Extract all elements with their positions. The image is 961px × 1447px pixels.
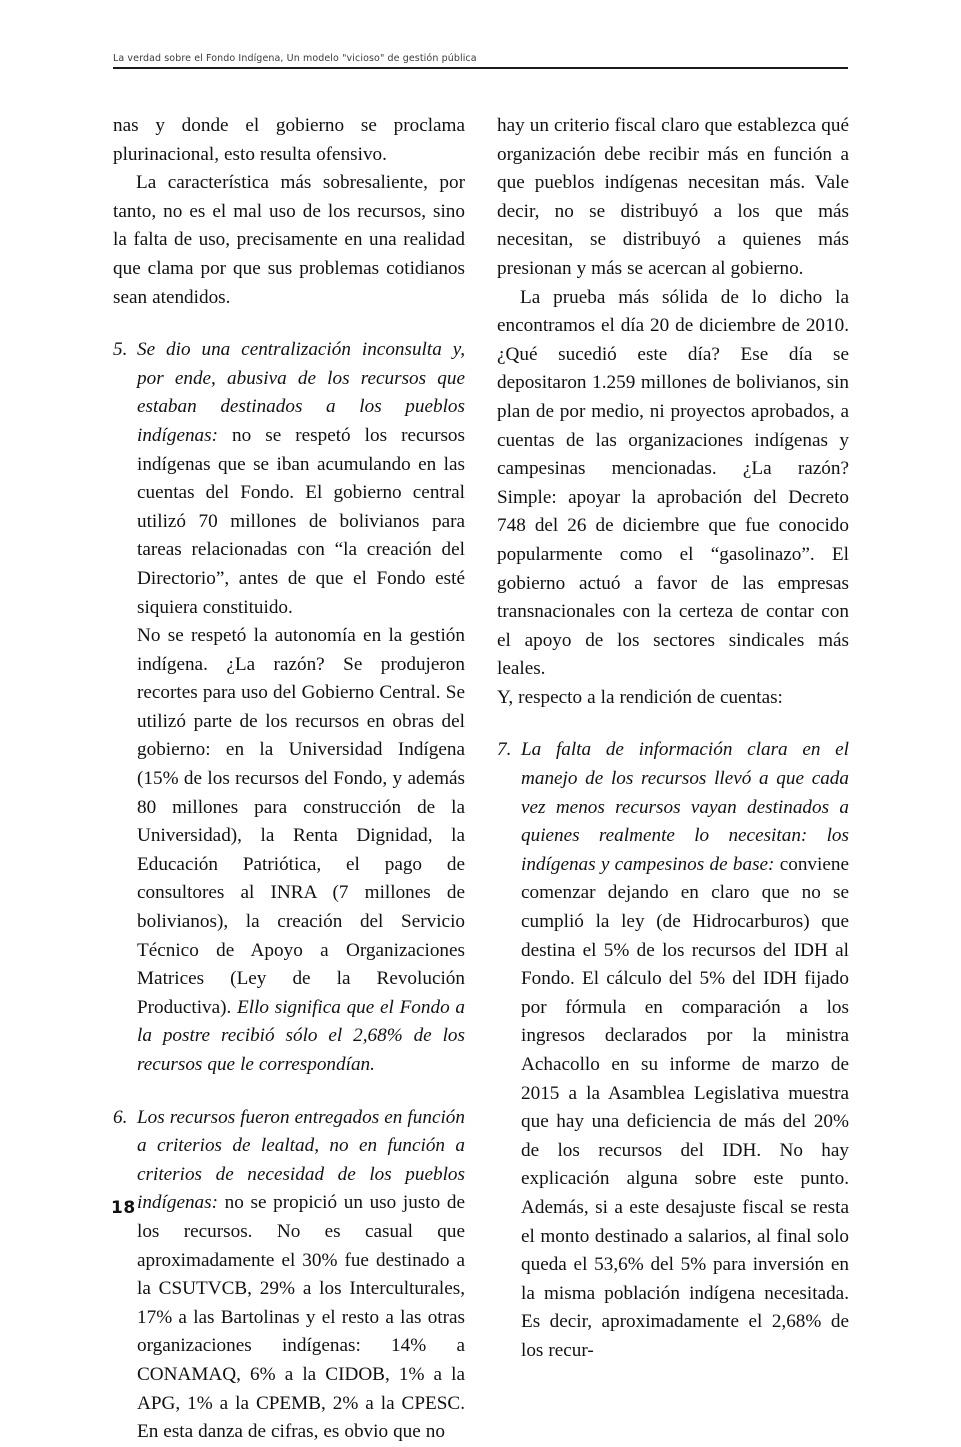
list-item-body: no se respetó los recursos indígenas que se iban acumulando en las cuentas del Fondo. El gobierno central utilizó 70 millones de bolivianos para tareas relacionadas con “la creación del Directorio”, antes de que el Fondo esté siquiera constituido. <box>137 424 465 618</box>
list-item-lead: La falta de información clara en el manejo de los recursos llevó a que cada vez menos recursos vayan destinados a quienes realmente lo necesitan: los indígenas y campesinos de base: <box>521 739 849 875</box>
list-item-number: 6. <box>113 1106 128 1128</box>
list-item-number: 7. <box>497 739 512 761</box>
list-item-lead: Se dio una centralización inconsulta y, por ende, abusiva de los recursos que estaban destinados a los pueblos indígenas: <box>137 339 465 446</box>
header-rule <box>113 67 848 69</box>
list-item-text <box>137 336 465 622</box>
column-right <box>497 112 849 1366</box>
list-item-body: conviene comenzar dejando en claro que no se cumplió la ley (de Hidrocarburos) que destina el 5% de los recursos del IDH al Fondo. El cálculo del 5% del IDH fijado por fórmula en comparación a los ingresos declarados por la ministra Achacollo en su informe de marzo de 2015 a la Asamblea Legislativa muestra que hay una deficiencia de más del 20% de los recursos del IDH. No hay explicación alguna sobre este punto. Además, si a este desajuste fiscal se resta el monto destinado a salarios, al final solo queda el 53,6% del 5% para inversión en la misma población indígena necesitada. Es decir, aproximadamente el 2,68% de los recur- <box>521 853 849 1361</box>
list-item-subparagraph-body: No se respetó la autonomía en la gestión indígena. ¿La razón? Se produjeron recortes para uso del Gobierno Central. Se utilizó parte de los recursos en obras del gobierno: en la Universidad Indígena (15% de los recursos del Fondo, y además 80 millones para construcción de la Universidad), la Renta Dignidad, la Educación Patriótica, el pago de consultores al INRA (7 millones de bolivianos), la creación del Servicio Técnico de Apoyo a Organizaciones Matrices (Ley de la Revolución Productiva). <box>137 625 465 1018</box>
list-item-7 <box>497 736 849 1365</box>
list-item-5 <box>113 336 465 1079</box>
paragraph: La prueba más sólida de lo dicho la encontramos el día 20 de diciembre de 2010. ¿Qué sucedió este día? Ese día se depositaron 1.259 millones de bolivianos, sin plan de por medio, ni proyectos aprobados, a cuentas de las organizaciones indígenas y campesinas mencionadas. ¿La razón? Simple: apoyar la aprobación del Decreto 748 del 26 de diciembre que fue conocido popularmente como el “gasolinazo”. El gobierno actuó a favor de las empresas transnacionales con la certeza de contar con el apoyo de los sectores sindicales más leales. <box>497 286 849 680</box>
paragraph-continuation: nas y donde el gobierno se proclama plurinacional, esto resulta ofensivo. <box>113 115 465 165</box>
paragraph-continuation: hay un criterio fiscal claro que establezca qué organización debe recibir más en función a que pueblos indígenas necesitan más. Vale decir, no se distribuyó a los que más necesitan, se distribuyó a quienes más presionan y más se acercan al gobierno. <box>497 115 849 279</box>
running-header-title: La verdad sobre el Fondo Indígena, Un modelo "vicioso" de gestión pública <box>113 53 477 64</box>
page-number: 18 <box>111 1198 136 1218</box>
list-item-text <box>137 1104 465 1447</box>
list-item-body: no se propició un uso justo de los recursos. No es casual que aproximadamente el 30% fue destinado a la CSUTVCB, 29% a los Interculturales, 17% a las Bartolinas y el resto a las otras organizaciones indígenas: 14% a CONAMAQ, 6% a la CIDOB, 1% a la APG, 1% a la CPEMB, 2% a la CPESC. En esta danza de cifras, es obvio que no <box>137 1192 465 1443</box>
transition-paragraph: Y, respecto a la rendición de cuentas: <box>497 686 783 708</box>
list-item-lead: Los recursos fueron entregados en función a criterios de lealtad, no en función a criterios de necesidad de los pueblos indígenas: <box>137 1106 465 1214</box>
list-item-subparagraph <box>137 622 465 1080</box>
list-item-emphasis-tail: Ello significa que el Fondo a la postre recibió sólo el 2,68% de los recursos que le correspondían. <box>137 996 465 1075</box>
list-item-6 <box>113 1104 465 1447</box>
paragraph: La característica más sobresaliente, por tanto, no es el mal uso de los recursos, sino la falta de uso, precisamente en una realidad que clama por que sus problemas cotidianos sean atendidos. <box>113 172 465 308</box>
running-header <box>113 52 848 69</box>
list-item-text <box>521 736 849 1365</box>
list-item-number: 5. <box>113 339 128 361</box>
column-left <box>113 112 465 1447</box>
